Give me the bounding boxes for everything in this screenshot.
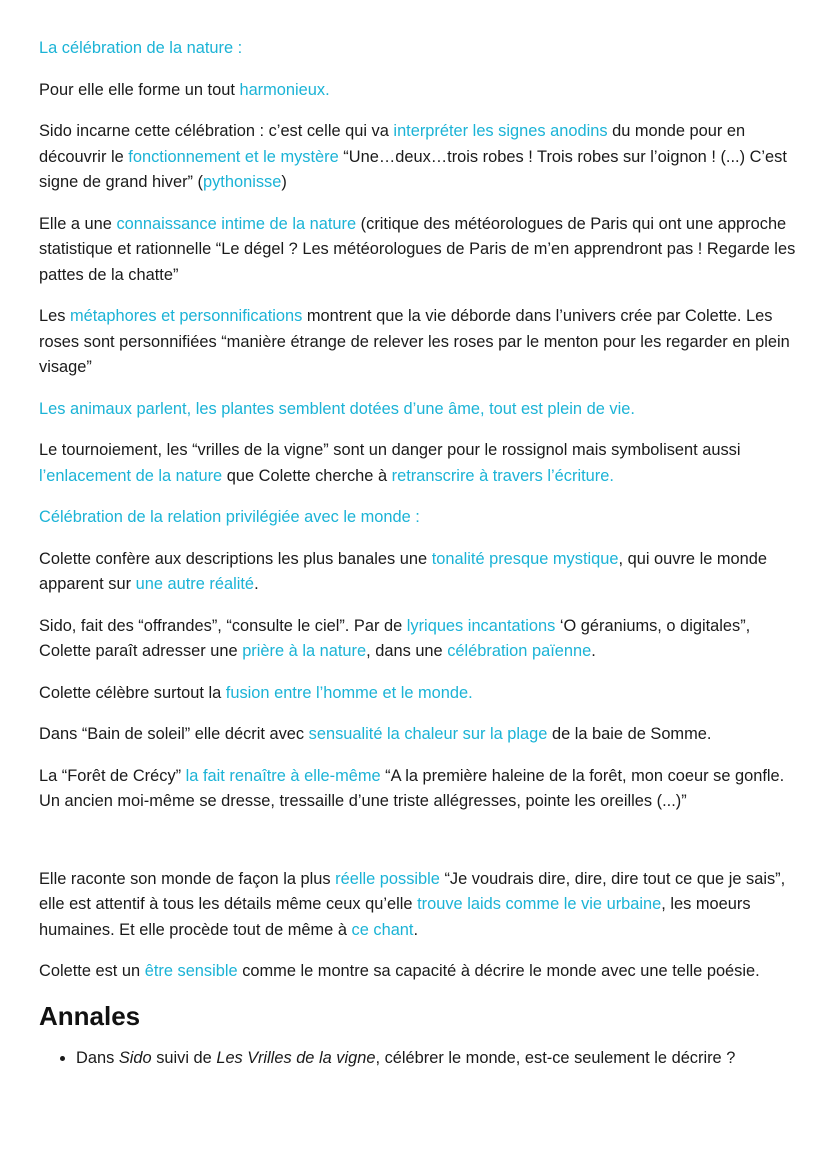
text-run: “Une…deux…trois robes ! Trois robes sur l’oignon ! (...) C’est signe de grand hiver” ( (39, 147, 787, 191)
paragraph (39, 547, 798, 598)
text-run: que Colette cherche à (222, 466, 392, 485)
notes-section-continued (39, 867, 798, 985)
text-run: “A la première haleine de la forêt, mon coeur se gonfle. Un ancien moi-même se dresse, tressaille d’une triste allégresses, pointe les oreilles (...)” (39, 766, 785, 810)
highlighted-phrase: célébration païenne (447, 642, 592, 660)
text-run: Dans (76, 1048, 119, 1067)
paragraph (39, 505, 798, 531)
highlighted-phrase: connaissance intime de la nature (116, 214, 357, 233)
highlighted-phrase: fusion entre l’homme et le monde. (225, 683, 473, 702)
text-run: suivi de (151, 1048, 217, 1067)
highlighted-phrase: retranscrire à travers l’écriture. (391, 466, 614, 485)
highlighted-phrase: harmonieux. (239, 80, 330, 99)
annales-list (39, 1046, 798, 1071)
text-run: . (591, 642, 596, 660)
text-run: “Je voudrais dire, dire, dire tout ce que je sais”, elle est attentif à tous les détails même ceux qu’elle (39, 869, 786, 913)
text-run: La “Forêt de Crécy” (39, 766, 186, 785)
highlighted-phrase: Célébration de la relation privilégiée avec le monde : (39, 508, 420, 526)
text-run: Elle a une (39, 214, 117, 233)
text-run: Dans “Bain de soleil” elle décrit avec (39, 725, 309, 743)
text-run: de la baie de Somme. (547, 725, 712, 743)
text-run: . (254, 575, 259, 593)
paragraph (39, 722, 798, 748)
paragraph (39, 867, 798, 944)
text-run: Pour elle elle forme un tout (39, 80, 240, 99)
paragraph (39, 681, 798, 707)
highlighted-phrase: prière à la nature (242, 642, 367, 660)
highlighted-phrase: lyriques incantations (406, 616, 556, 635)
paragraph (39, 438, 798, 489)
text-run: du monde pour en découvrir le (39, 122, 746, 166)
text-run: . (413, 920, 419, 939)
highlighted-phrase: Les animaux parlent, les plantes semblent dotées d’une âme, tout est plein de vie. (39, 399, 635, 418)
list-item (76, 1046, 798, 1071)
highlighted-phrase: La célébration de la nature : (39, 39, 243, 57)
paragraph (39, 78, 798, 104)
paragraph (39, 304, 798, 381)
italic-title: Sido (118, 1048, 152, 1067)
paragraph (39, 212, 798, 289)
highlighted-phrase: être sensible (144, 962, 238, 980)
text-run: Colette est un (39, 962, 145, 980)
text-run: Sido, fait des “offrandes”, “consulte le ciel”. Par de (39, 616, 407, 635)
text-run: ‘O géraniums, o digitales”, Colette paraît adresser une (39, 616, 751, 660)
text-run: Colette confère aux descriptions les plus banales une (39, 549, 432, 568)
paragraph (39, 764, 798, 815)
highlighted-phrase: l’enlacement de la nature (39, 466, 223, 485)
highlighted-phrase: une autre réalité (135, 575, 255, 593)
highlighted-phrase: fonctionnement et le mystère (128, 147, 339, 166)
paragraph (39, 119, 798, 196)
text-run: comme le montre sa capacité à décrire le monde avec une telle poésie. (237, 962, 760, 980)
text-run: Sido incarne cette célébration : c’est celle qui va (39, 122, 394, 140)
notes-section (39, 36, 798, 815)
highlighted-phrase: métaphores et personnifications (69, 307, 303, 325)
paragraph (39, 36, 798, 62)
highlighted-phrase: interpréter les signes anodins (393, 122, 608, 140)
annales-heading: Annales (39, 1000, 141, 1031)
text-run: (critique des météorologues de Paris qui ont une approche statistique et rationnelle “Le dégel ? Les météorologues de Paris de m’en apprendront pas ! Regarde les pattes de la chatte” (39, 214, 796, 284)
highlighted-phrase: la fait renaître à elle-même (185, 766, 381, 785)
text-run: Colette célèbre surtout la (39, 683, 226, 702)
italic-title: Les Vrilles de la vigne (216, 1048, 376, 1067)
text-run: montrent que la vie déborde dans l’univers crée par Colette. Les roses sont personnifiées “manière étrange de relever les roses par le menton pour les regarder en plein visage” (39, 307, 790, 376)
text-run: Le tournoiement, les “vrilles de la vigne” sont un danger pour le rossignol mais symbolisent aussi (39, 441, 741, 459)
text-run: Elle raconte son monde de façon la plus (39, 869, 336, 888)
highlighted-phrase: ce chant (351, 920, 414, 939)
paragraph (39, 397, 798, 423)
paragraph (39, 614, 798, 665)
text-run: , qui ouvre le monde apparent sur (39, 549, 768, 593)
text-run: , célébrer le monde, est-ce seulement le décrire ? (375, 1048, 736, 1067)
highlighted-phrase: tonalité presque mystique (431, 549, 619, 568)
highlighted-phrase: trouve laids comme le vie urbaine (417, 895, 662, 913)
highlighted-phrase: sensualité la chaleur sur la plage (308, 725, 548, 743)
text-run: , dans une (366, 642, 448, 660)
text-run: , les moeurs humaines. Et elle procède tout de même à (39, 895, 751, 939)
highlighted-phrase: réelle possible (335, 869, 440, 888)
blank-gap (39, 831, 798, 867)
highlighted-phrase: pythonisse (203, 173, 282, 191)
text-run: Les (39, 307, 70, 325)
paragraph (39, 959, 798, 985)
text-run: ) (281, 173, 287, 191)
